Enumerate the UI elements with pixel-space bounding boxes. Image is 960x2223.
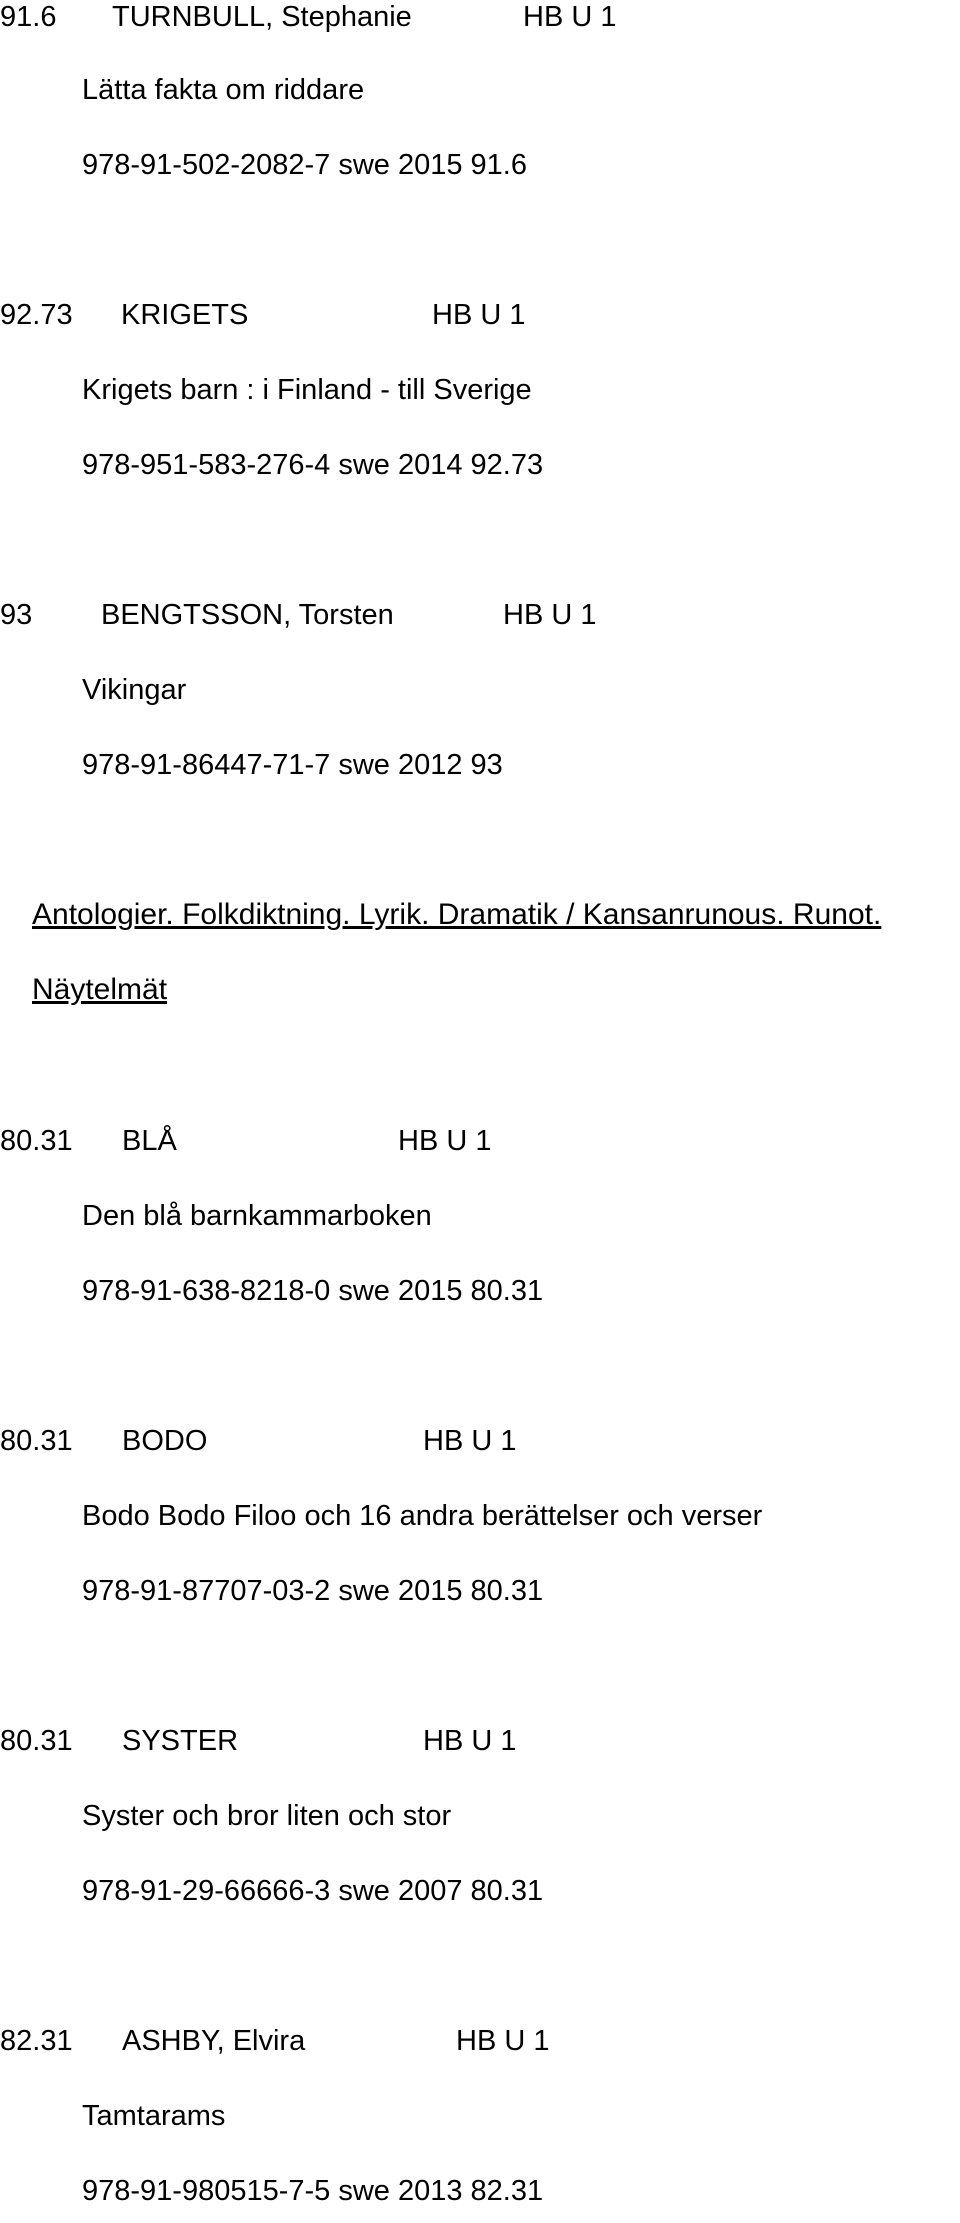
isbn-line: 978-91-502-2082-7 swe 2015 91.6 [82, 149, 527, 181]
main-heading: KRIGETS [121, 299, 249, 331]
classification: 80.31 [0, 1125, 73, 1157]
section-heading-continued: Näytelmät [32, 973, 168, 1006]
book-title: Krigets barn : i Finland - till Sverige [82, 374, 532, 406]
main-heading: BENGTSSON, Torsten [101, 599, 394, 631]
book-title: Lätta fakta om riddare [82, 74, 365, 106]
isbn-line: 978-91-29-66666-3 swe 2007 80.31 [82, 1875, 544, 1907]
location: HB U 1 [523, 1, 617, 33]
isbn-line: 978-91-86447-71-7 swe 2012 93 [82, 749, 503, 781]
classification: 80.31 [0, 1725, 73, 1757]
main-heading: ASHBY, Elvira [122, 2025, 306, 2057]
book-title: Bodo Bodo Filoo och 16 andra berättelser och verser [82, 1500, 763, 1532]
section-heading: Antologier. Folkdiktning. Lyrik. Dramatik / Kansanrunous. Runot. [32, 898, 882, 931]
location: HB U 1 [423, 1425, 517, 1457]
book-title: Vikingar [82, 674, 187, 706]
book-title: Tamtarams [82, 2100, 226, 2132]
location: HB U 1 [423, 1725, 517, 1757]
location: HB U 1 [503, 599, 597, 631]
isbn-line: 978-91-87707-03-2 swe 2015 80.31 [82, 1575, 544, 1607]
classification: 93 [0, 599, 33, 631]
location: HB U 1 [456, 2025, 550, 2057]
classification: 80.31 [0, 1425, 73, 1457]
classification: 92.73 [0, 299, 73, 331]
classification: 82.31 [0, 2025, 73, 2057]
classification: 91.6 [0, 1, 57, 33]
main-heading: TURNBULL, Stephanie [112, 1, 412, 33]
main-heading: SYSTER [122, 1725, 239, 1757]
location: HB U 1 [432, 299, 526, 331]
isbn-line: 978-951-583-276-4 swe 2014 92.73 [82, 449, 544, 481]
main-heading: BLÅ [122, 1125, 177, 1157]
isbn-line: 978-91-980515-7-5 swe 2013 82.31 [82, 2175, 544, 2207]
isbn-line: 978-91-638-8218-0 swe 2015 80.31 [82, 1275, 544, 1307]
location: HB U 1 [398, 1125, 492, 1157]
book-title: Den blå barnkammarboken [82, 1200, 432, 1232]
book-title: Syster och bror liten och stor [82, 1800, 452, 1832]
main-heading: BODO [122, 1425, 208, 1457]
